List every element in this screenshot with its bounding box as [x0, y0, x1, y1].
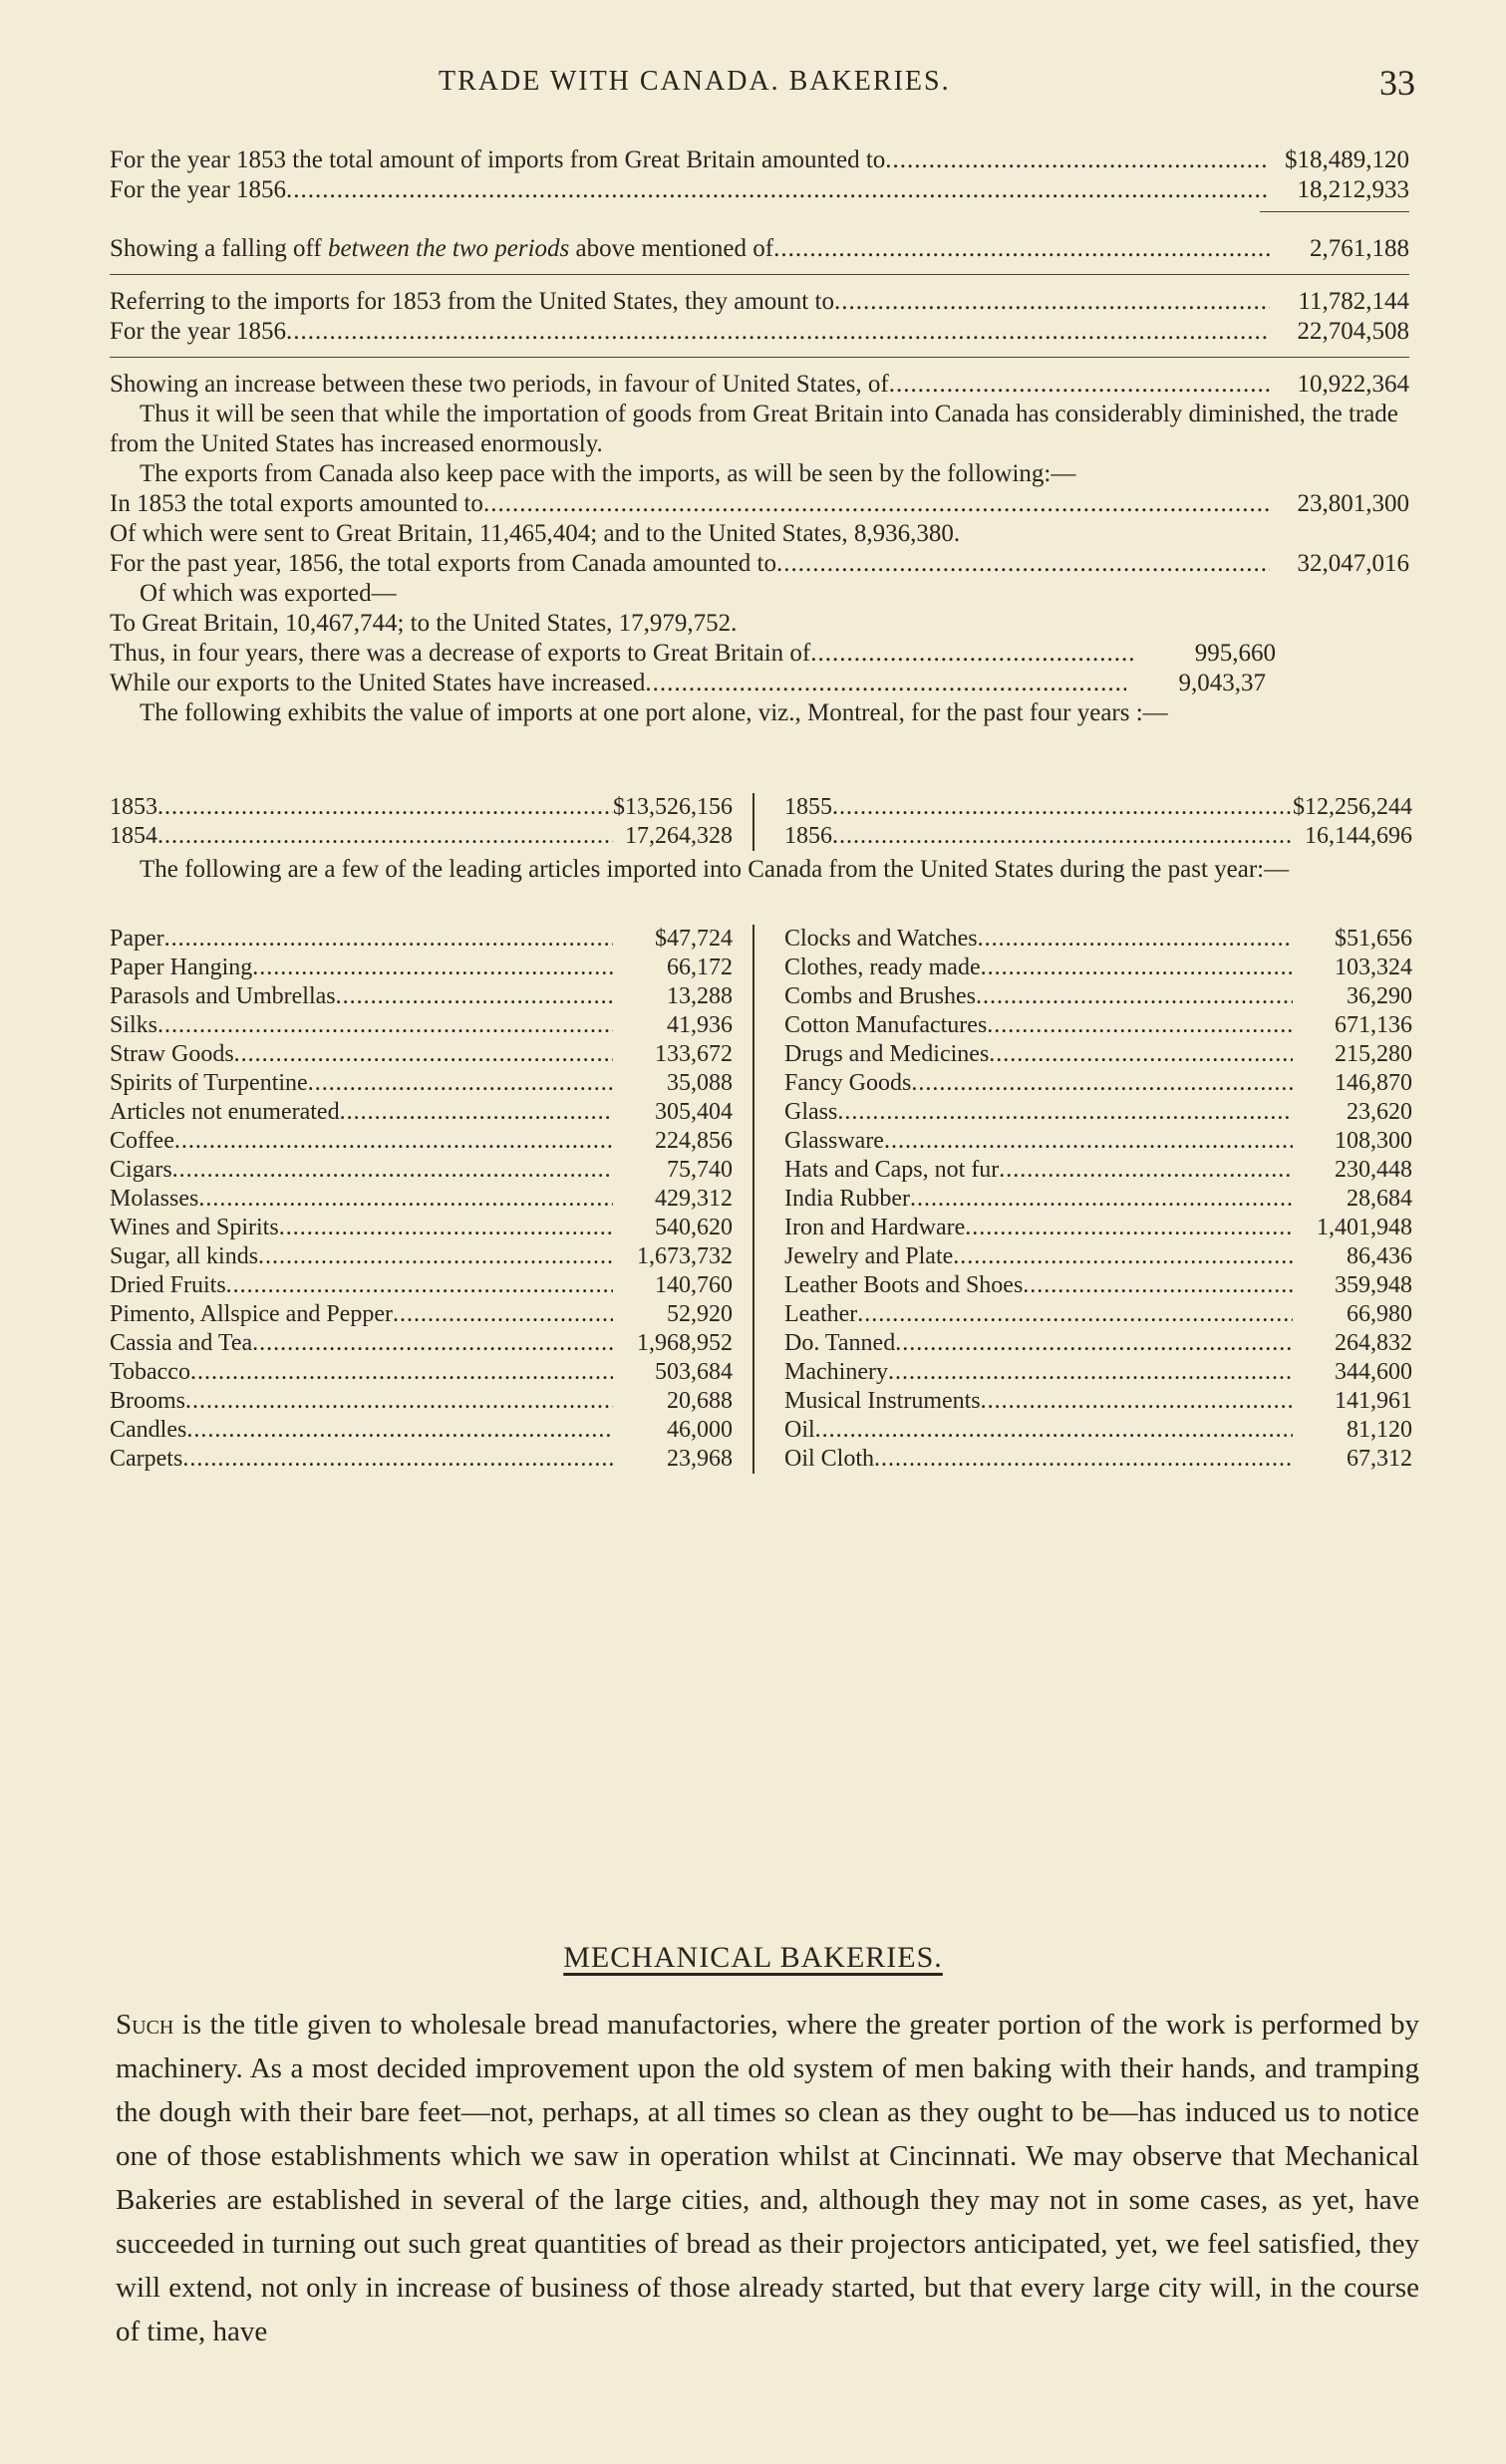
table-row: 1854 ..... 17,264,328: [110, 822, 733, 851]
article-value: 36,290: [1347, 983, 1412, 1009]
article-name: Coffee: [110, 1128, 174, 1154]
articles-left-column: [110, 925, 754, 1474]
article-name: Spirits of Turpentine: [110, 1070, 308, 1096]
section-body: [116, 2003, 1419, 2353]
articles-right-column: [754, 925, 1412, 1474]
article-name: Fancy Goods: [784, 1070, 912, 1096]
article-value: 1,401,948: [1317, 1215, 1412, 1240]
article-name: Hats and Caps, not fur: [784, 1157, 1000, 1183]
article-value: 215,280: [1335, 1041, 1412, 1067]
article-name: Cigars: [110, 1157, 172, 1183]
table-row: [110, 1011, 733, 1040]
article-value: 133,672: [655, 1041, 733, 1067]
article-value: 86,436: [1347, 1243, 1412, 1269]
exports-1853-row: In 1853 the total exports amounted to ..... 23,801,300: [110, 489, 1409, 519]
article-value: 264,832: [1335, 1330, 1412, 1356]
article-name: Oil Cloth: [784, 1446, 875, 1472]
article-name: India Rubber: [784, 1186, 910, 1212]
article-name: Paper: [110, 926, 164, 952]
article-name: Candles: [110, 1417, 187, 1443]
paragraph: To Great Britain, 10,467,744; to the United States, 17,979,752.: [110, 610, 738, 637]
article-value: 28,684: [1347, 1186, 1412, 1212]
table-row: [784, 982, 1412, 1011]
table-row: [110, 925, 733, 954]
article-value: 429,312: [655, 1186, 733, 1212]
article-value: 23,968: [667, 1446, 733, 1472]
article-value: 46,000: [667, 1417, 733, 1443]
article-value: $51,656: [1335, 926, 1412, 952]
falling-off-row: Showing a falling off between the two periods above mentioned of ..... 2,761,188: [110, 234, 1409, 264]
article-name: Paper Hanging: [110, 955, 253, 980]
trade-figures: [110, 145, 1409, 728]
article-value: 52,920: [667, 1301, 733, 1327]
table-row: [784, 1185, 1412, 1214]
paragraph: Thus it will be seen that while the importation of goods from Great Britain into Canada has considerably diminished, the trade from the United States has increased enormously.: [110, 401, 1398, 457]
table-row: [784, 1242, 1412, 1271]
montreal-right-column: [754, 793, 1412, 851]
article-value: 108,300: [1335, 1128, 1412, 1154]
article-name: Carpets: [110, 1446, 183, 1472]
article-name: Sugar, all kinds: [110, 1243, 259, 1269]
table-row: [110, 1358, 733, 1387]
article-value: 13,288: [667, 983, 733, 1009]
table-row: [110, 1185, 733, 1214]
article-value: 503,684: [655, 1359, 733, 1385]
table-row: [784, 1300, 1412, 1329]
table-row: [110, 1242, 733, 1271]
table-row: [110, 1040, 733, 1069]
article-name: Glass: [784, 1099, 838, 1125]
article-value: 224,856: [655, 1128, 733, 1154]
table-row: [784, 1040, 1412, 1069]
increase-row: Showing an increase between these two periods, in favour of United States, of ..... 10,922,364: [110, 370, 1409, 400]
table-row: [784, 1387, 1412, 1416]
table-row: [110, 1214, 733, 1242]
table-row: [784, 1069, 1412, 1098]
article-name: Drugs and Medicines: [784, 1041, 990, 1067]
article-name: Silks: [110, 1012, 158, 1038]
article-name: Pimento, Allspice and Pepper: [110, 1301, 393, 1327]
article-value: 540,620: [655, 1215, 733, 1240]
table-row: [784, 954, 1412, 982]
article-name: Parasols and Umbrellas: [110, 983, 336, 1009]
article-name: Clothes, ready made: [784, 955, 981, 980]
increased-row: While our exports to the United States have increased ..... 9,043,37: [110, 669, 1266, 698]
article-name: Jewelry and Plate: [784, 1243, 954, 1269]
article-name: Glassware: [784, 1128, 884, 1154]
article-name: Molasses: [110, 1186, 199, 1212]
article-name: Dried Fruits: [110, 1272, 226, 1298]
article-value: 35,088: [667, 1070, 733, 1096]
articles-intro-block: [110, 855, 1409, 885]
table-row: [784, 1329, 1412, 1358]
article-value: 20,688: [667, 1388, 733, 1414]
table-row: 1855 ..... $12,256,244: [784, 793, 1412, 822]
article-value: 66,980: [1347, 1301, 1412, 1327]
article-value: 23,620: [1347, 1099, 1412, 1125]
paragraph: The following are a few of the leading articles imported into Canada from the United States during the past year:—: [140, 856, 1290, 883]
drop-word: Such: [116, 2009, 174, 2041]
table-row: [784, 1098, 1412, 1127]
article-value: 75,740: [667, 1157, 733, 1183]
paragraph: The following exhibits the value of imports at one port alone, viz., Montreal, for the past four years :—: [140, 699, 1168, 726]
article-name: Oil: [784, 1417, 815, 1443]
table-row: [784, 1271, 1412, 1300]
table-row: [784, 1358, 1412, 1387]
article-name: Articles not enumerated: [110, 1099, 340, 1125]
table-row: [110, 1445, 733, 1474]
exports-1856-row: For the past year, 1856, the total exports from Canada amounted to ..... 32,047,016: [110, 549, 1409, 579]
running-title: TRADE WITH CANADA. BAKERIES.: [439, 66, 951, 97]
article-value: 103,324: [1335, 955, 1412, 980]
table-row: [784, 1416, 1412, 1445]
table-row: [110, 1069, 733, 1098]
article-value: 671,136: [1335, 1012, 1412, 1038]
article-value: 81,120: [1347, 1417, 1412, 1443]
montreal-left-column: [110, 793, 754, 851]
article-value: 1,673,732: [637, 1243, 733, 1269]
article-name: Clocks and Watches: [784, 926, 978, 952]
article-value: 140,760: [655, 1272, 733, 1298]
article-value: 141,961: [1335, 1388, 1412, 1414]
article-name: Machinery: [784, 1359, 888, 1385]
article-value: 1,968,952: [637, 1330, 733, 1356]
article-value: 230,448: [1335, 1157, 1412, 1183]
article-name: Tobacco: [110, 1359, 190, 1385]
article-value: 67,312: [1347, 1446, 1412, 1472]
table-row: 1853 ..... $13,526,156: [110, 793, 733, 822]
table-row: [110, 982, 733, 1011]
table-row: 1856 ..... 16,144,696: [784, 822, 1412, 851]
table-row: [784, 1127, 1412, 1156]
article-name: Brooms: [110, 1388, 186, 1414]
paragraph: The exports from Canada also keep pace with the imports, as will be seen by the following:—: [140, 460, 1076, 487]
article-name: Wines and Spirits: [110, 1215, 279, 1240]
article-value: 305,404: [655, 1099, 733, 1125]
imports-us-1853-row: Referring to the imports for 1853 from the United States, they amount to ..... 11,782,144: [110, 287, 1409, 317]
paragraph: Of which were sent to Great Britain, 11,465,404; and to the United States, 8,936,380.: [110, 520, 961, 547]
article-value: 66,172: [667, 955, 733, 980]
page-header: [110, 62, 1415, 106]
table-row: [110, 1127, 733, 1156]
table-row: [784, 925, 1412, 954]
article-name: Cassia and Tea: [110, 1330, 253, 1356]
decrease-row: Thus, in four years, there was a decrease of exports to Great Britain of ..... 995,660: [110, 639, 1276, 669]
table-row: [110, 954, 733, 982]
table-row: [110, 1416, 733, 1445]
article-value: $47,724: [655, 926, 733, 952]
article-name: Leather Boots and Shoes: [784, 1272, 1024, 1298]
page-number: 33: [1379, 63, 1415, 103]
montreal-table: [110, 793, 1412, 851]
imports-gb-1856-row: For the year 1856 ..... 18,212,933: [110, 175, 1409, 205]
table-row: [110, 1387, 733, 1416]
article-value: 359,948: [1335, 1272, 1412, 1298]
table-row: [784, 1214, 1412, 1242]
article-name: Straw Goods: [110, 1041, 234, 1067]
table-row: [110, 1329, 733, 1358]
body-text: is the title given to wholesale bread manufactories, where the greater portion of the work is performed by machinery. As a most decided improvement upon the old system of men baking with their hands, and tramping the dough with their bare feet—not, perhaps, at all times so clean as they ought to be—has induced us to notice one of those establishments which we saw in operation whilst at Cincinnati. We may observe that Mechanical Bakeries are established in several of the large cities, and, although they may not in some cases, as yet, have succeeded in turning out such great quantities of bread as their projectors anticipated, yet, we feel satisfied, they will extend, not only in increase of business of those already started, but that every large city will, in the course of time, have: [116, 2009, 1419, 2347]
imports-us-1856-row: For the year 1856 ..... 22,704,508: [110, 317, 1409, 347]
table-row: [784, 1156, 1412, 1185]
article-name: Leather: [784, 1301, 858, 1327]
paragraph: Of which was exported—: [140, 580, 397, 607]
table-row: [110, 1098, 733, 1127]
table-row: [784, 1011, 1412, 1040]
article-name: Cotton Manufactures: [784, 1012, 988, 1038]
table-row: [110, 1300, 733, 1329]
article-name: Do. Tanned: [784, 1330, 896, 1356]
imports-gb-1853-row: For the year 1853 the total amount of imports from Great Britain amounted to ..... $18,489,120: [110, 145, 1409, 175]
article-value: 344,600: [1335, 1359, 1412, 1385]
article-name: Musical Instruments: [784, 1388, 981, 1414]
article-value: 41,936: [667, 1012, 733, 1038]
article-value: 146,870: [1335, 1070, 1412, 1096]
section-title: MECHANICAL BAKERIES.: [563, 1941, 943, 1974]
table-row: [110, 1156, 733, 1185]
table-row: [110, 1271, 733, 1300]
article-name: Iron and Hardware: [784, 1215, 966, 1240]
article-name: Combs and Brushes: [784, 983, 976, 1009]
table-row: [784, 1445, 1412, 1474]
articles-table: [110, 925, 1412, 1474]
